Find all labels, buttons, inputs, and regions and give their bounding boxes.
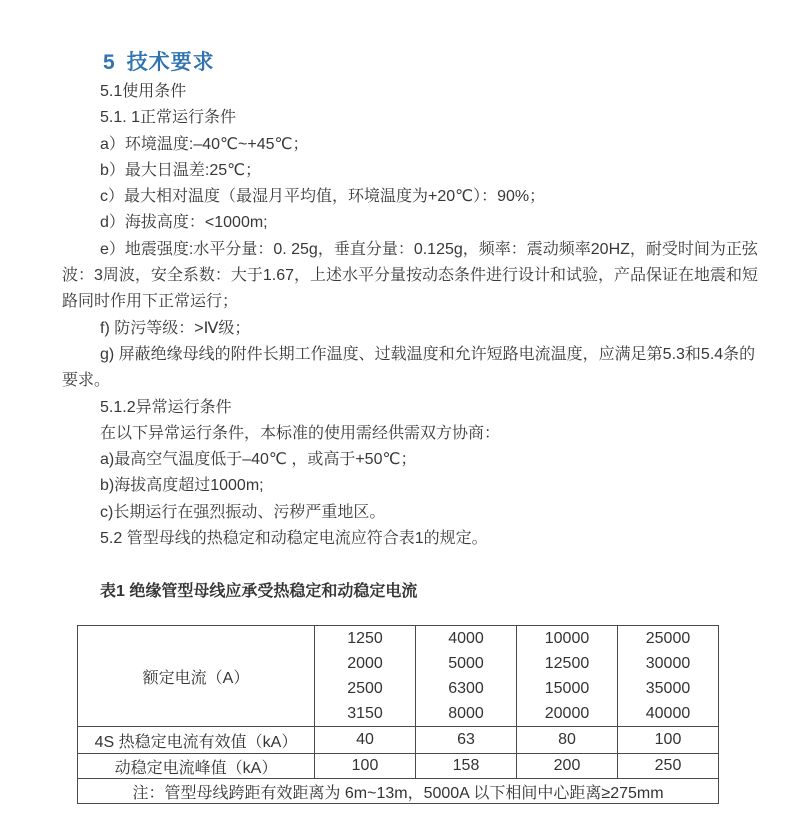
doc-line-5-1-1: 5.1. 1正常运行条件 (100, 109, 237, 127)
doc-line-b: b）最大日温差:25℃； (100, 161, 262, 179)
doc-line-a: a）环境温度:–40℃~+45℃； (100, 135, 309, 153)
thermal-value-cell: 40 (315, 727, 416, 754)
rated-current-cell (315, 626, 416, 727)
rated-value: 8000 (448, 705, 484, 722)
thermal-value-cell: 100 (618, 727, 719, 754)
rated-value: 12500 (544, 655, 590, 672)
table-note-row (78, 779, 719, 804)
rated-current-cell (618, 626, 719, 727)
rated-current-label: 额定电流（A） (78, 626, 315, 727)
body-text (62, 79, 759, 552)
spec-table (77, 625, 719, 804)
dynamic-value-cell: 250 (618, 754, 719, 779)
thermal-value-cell: 63 (416, 727, 517, 754)
dynamic-value-cell: 200 (517, 754, 618, 779)
table-caption: 表1 绝缘管型母线应承受热稳定和动稳定电流 (100, 583, 418, 600)
doc-line-5-1-2: 5.1.2异常运行条件 (100, 398, 232, 416)
rated-value: 6300 (448, 680, 484, 697)
rated-value: 4000 (448, 630, 484, 647)
section-number: 5 (103, 51, 115, 74)
doc-line-b2: b)海拔高度超过1000m; (100, 477, 264, 495)
dynamic-value-cell: 100 (315, 754, 416, 779)
rated-value: 1250 (347, 630, 383, 647)
rated-value: 3150 (347, 705, 383, 722)
doc-line-5-2: 5.2 管型母线的热稳定和动稳定电流应符合表1的规定。 (100, 530, 488, 548)
rated-value: 25000 (645, 630, 691, 647)
rated-value: 5000 (448, 655, 484, 672)
dynamic-value-cell: 158 (416, 754, 517, 779)
doc-line-f: f) 防污等级：>Ⅳ级； (100, 319, 251, 337)
rated-value: 15000 (544, 680, 590, 697)
doc-line-5-1: 5.1使用条件 (100, 83, 187, 100)
doc-line-e-wrap-2: 路同时作用下正常运行； (62, 293, 239, 311)
dynamic-current-label: 动稳定电流峰值（kA） (78, 754, 315, 779)
doc-line-a2: a)最高空气温度低于–40℃ ，或高于+50℃； (100, 451, 417, 469)
thermal-current-row (78, 727, 719, 754)
rated-value: 2500 (347, 680, 383, 697)
section-title (103, 46, 215, 76)
doc-line-intro: 在以下异常运行条件，本标准的使用需经供需双方协商： (100, 424, 501, 442)
doc-line-e: e）地震强度:水平分量：0. 25g，垂直分量：0.125g，频率：震动频率20HZ，耐受时间为正弦 (100, 240, 758, 258)
dynamic-current-row (78, 754, 719, 779)
rated-current-cell (416, 626, 517, 727)
rated-value: 10000 (544, 630, 590, 647)
doc-line-c: c）最大相对温度（最湿月平均值，环境温度为+20℃）：90%； (100, 188, 546, 206)
doc-line-g: g) 屏蔽绝缘母线的附件长期工作温度、过载温度和允许短路电流温度，应满足第5.3和5.4条的 (100, 345, 756, 363)
rated-value: 2000 (347, 655, 383, 672)
rated-value: 30000 (645, 655, 691, 672)
doc-line-e-wrap-1: 波：3周波，安全系数：大于1.67，上述水平分量按动态条件进行设计和试验，产品保证在地震和短 (62, 267, 759, 285)
rated-value: 20000 (544, 705, 590, 722)
table-note: 注：管型母线跨距有效距离为 6m~13m，5000A 以下相间中心距离≥275mm (78, 779, 719, 804)
rated-current-cell (517, 626, 618, 727)
doc-line-g-wrap: 要求。 (62, 372, 111, 390)
rated-value: 40000 (645, 705, 691, 722)
thermal-value-cell: 80 (517, 727, 618, 754)
rated-value: 35000 (645, 680, 691, 697)
rated-current-row (78, 626, 719, 727)
doc-line-d: d）海拔高度：<1000m; (100, 214, 268, 232)
thermal-current-label: 4S 热稳定电流有效值（kA） (78, 727, 315, 754)
doc-line-c2: c)长期运行在强烈振动、污秽严重地区。 (100, 503, 386, 521)
section-title-text: 技术要求 (126, 51, 215, 74)
